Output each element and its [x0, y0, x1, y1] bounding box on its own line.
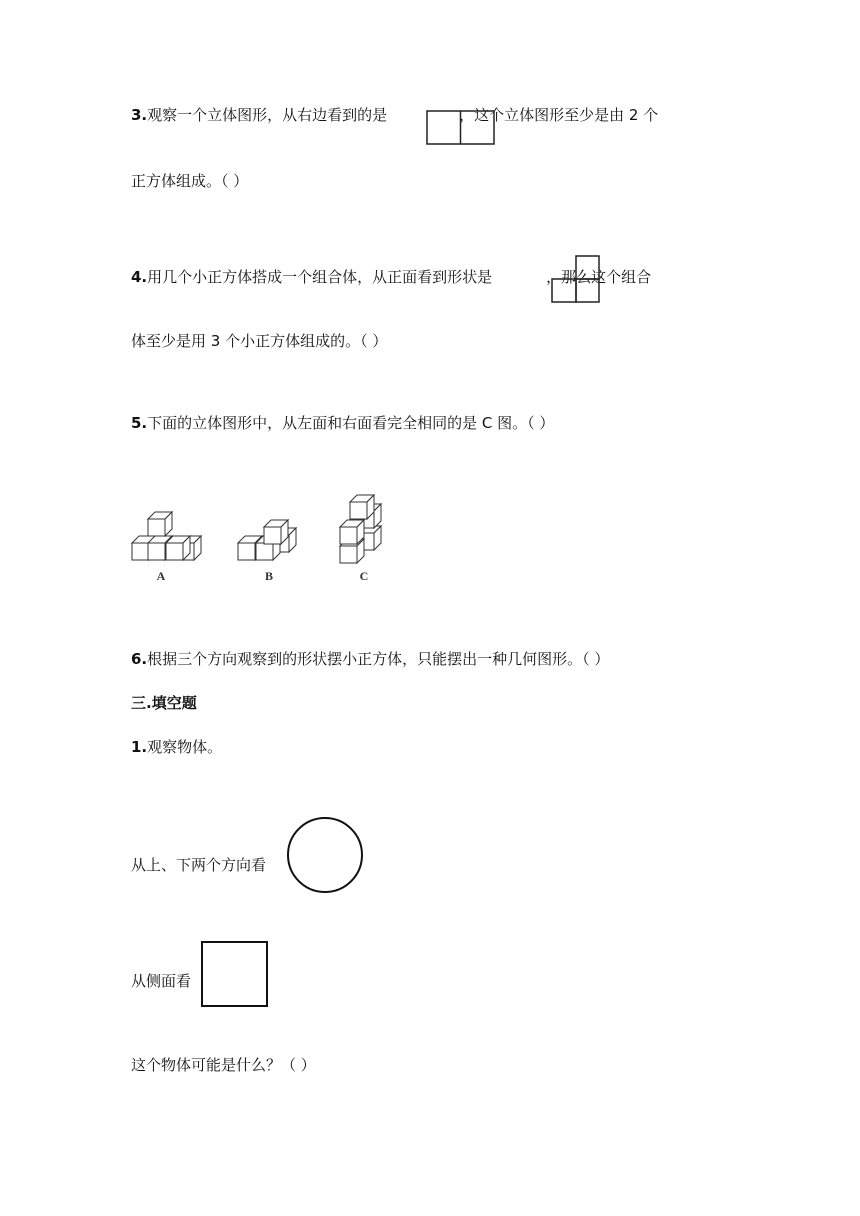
figure-label-b: B — [264, 569, 274, 583]
f1-top-bottom-label: 从上、下两个方向看 — [131, 856, 267, 874]
q3-right-view-figure — [426, 110, 496, 146]
q4-line2 — [131, 330, 387, 352]
figure-a — [132, 512, 201, 560]
figure-b — [238, 520, 296, 560]
q4-text-a: 用几个小正方体搭成一个组合体，从正面看到形状是 — [147, 268, 493, 286]
q6-line — [131, 648, 609, 670]
q5-cube-figures — [126, 490, 396, 590]
figure-label-c: C — [359, 569, 369, 583]
figure-label-a: A — [156, 569, 166, 583]
q3-text-a: 观察一个立体图形，从右边看到的是 — [147, 106, 388, 124]
q4-text-c: 体至少是用 3 个小正方体组成的。（ ） — [131, 332, 388, 350]
q5-line — [131, 412, 554, 434]
q4-front-view-figure — [550, 254, 602, 304]
f1-side-label: 从侧面看 — [131, 972, 192, 990]
f1-text: 观察物体。 — [147, 738, 223, 756]
q5-text: 下面的立体图形中，从左面和右面看完全相同的是 C 图。（ ） — [147, 414, 555, 432]
f1-question: 这个物体可能是什么？（ ） — [131, 1056, 316, 1074]
f1-line — [131, 736, 222, 758]
q3-line2 — [131, 170, 248, 192]
q3-text-b: ，这个立体图形至少是由 2 个 — [459, 106, 659, 124]
q6-number: 6. — [131, 650, 148, 668]
q6-text: 根据三个方向观察到的形状摆小正方体，只能摆出一种几何图形。（ ） — [147, 650, 610, 668]
q4-text-b: ，那么这个组合 — [546, 268, 652, 286]
figure-c — [340, 495, 381, 563]
q5-number: 5. — [131, 414, 148, 432]
q3-text-c: 正方体组成。（ ） — [131, 172, 249, 190]
q3-number: 3. — [131, 106, 148, 124]
f1-number: 1. — [131, 738, 148, 756]
q3-line1 — [131, 104, 658, 126]
circle-figure — [286, 816, 364, 894]
square-figure — [200, 940, 270, 1008]
section-title: 三.填空题 — [131, 694, 197, 712]
q4-number: 4. — [131, 268, 148, 286]
